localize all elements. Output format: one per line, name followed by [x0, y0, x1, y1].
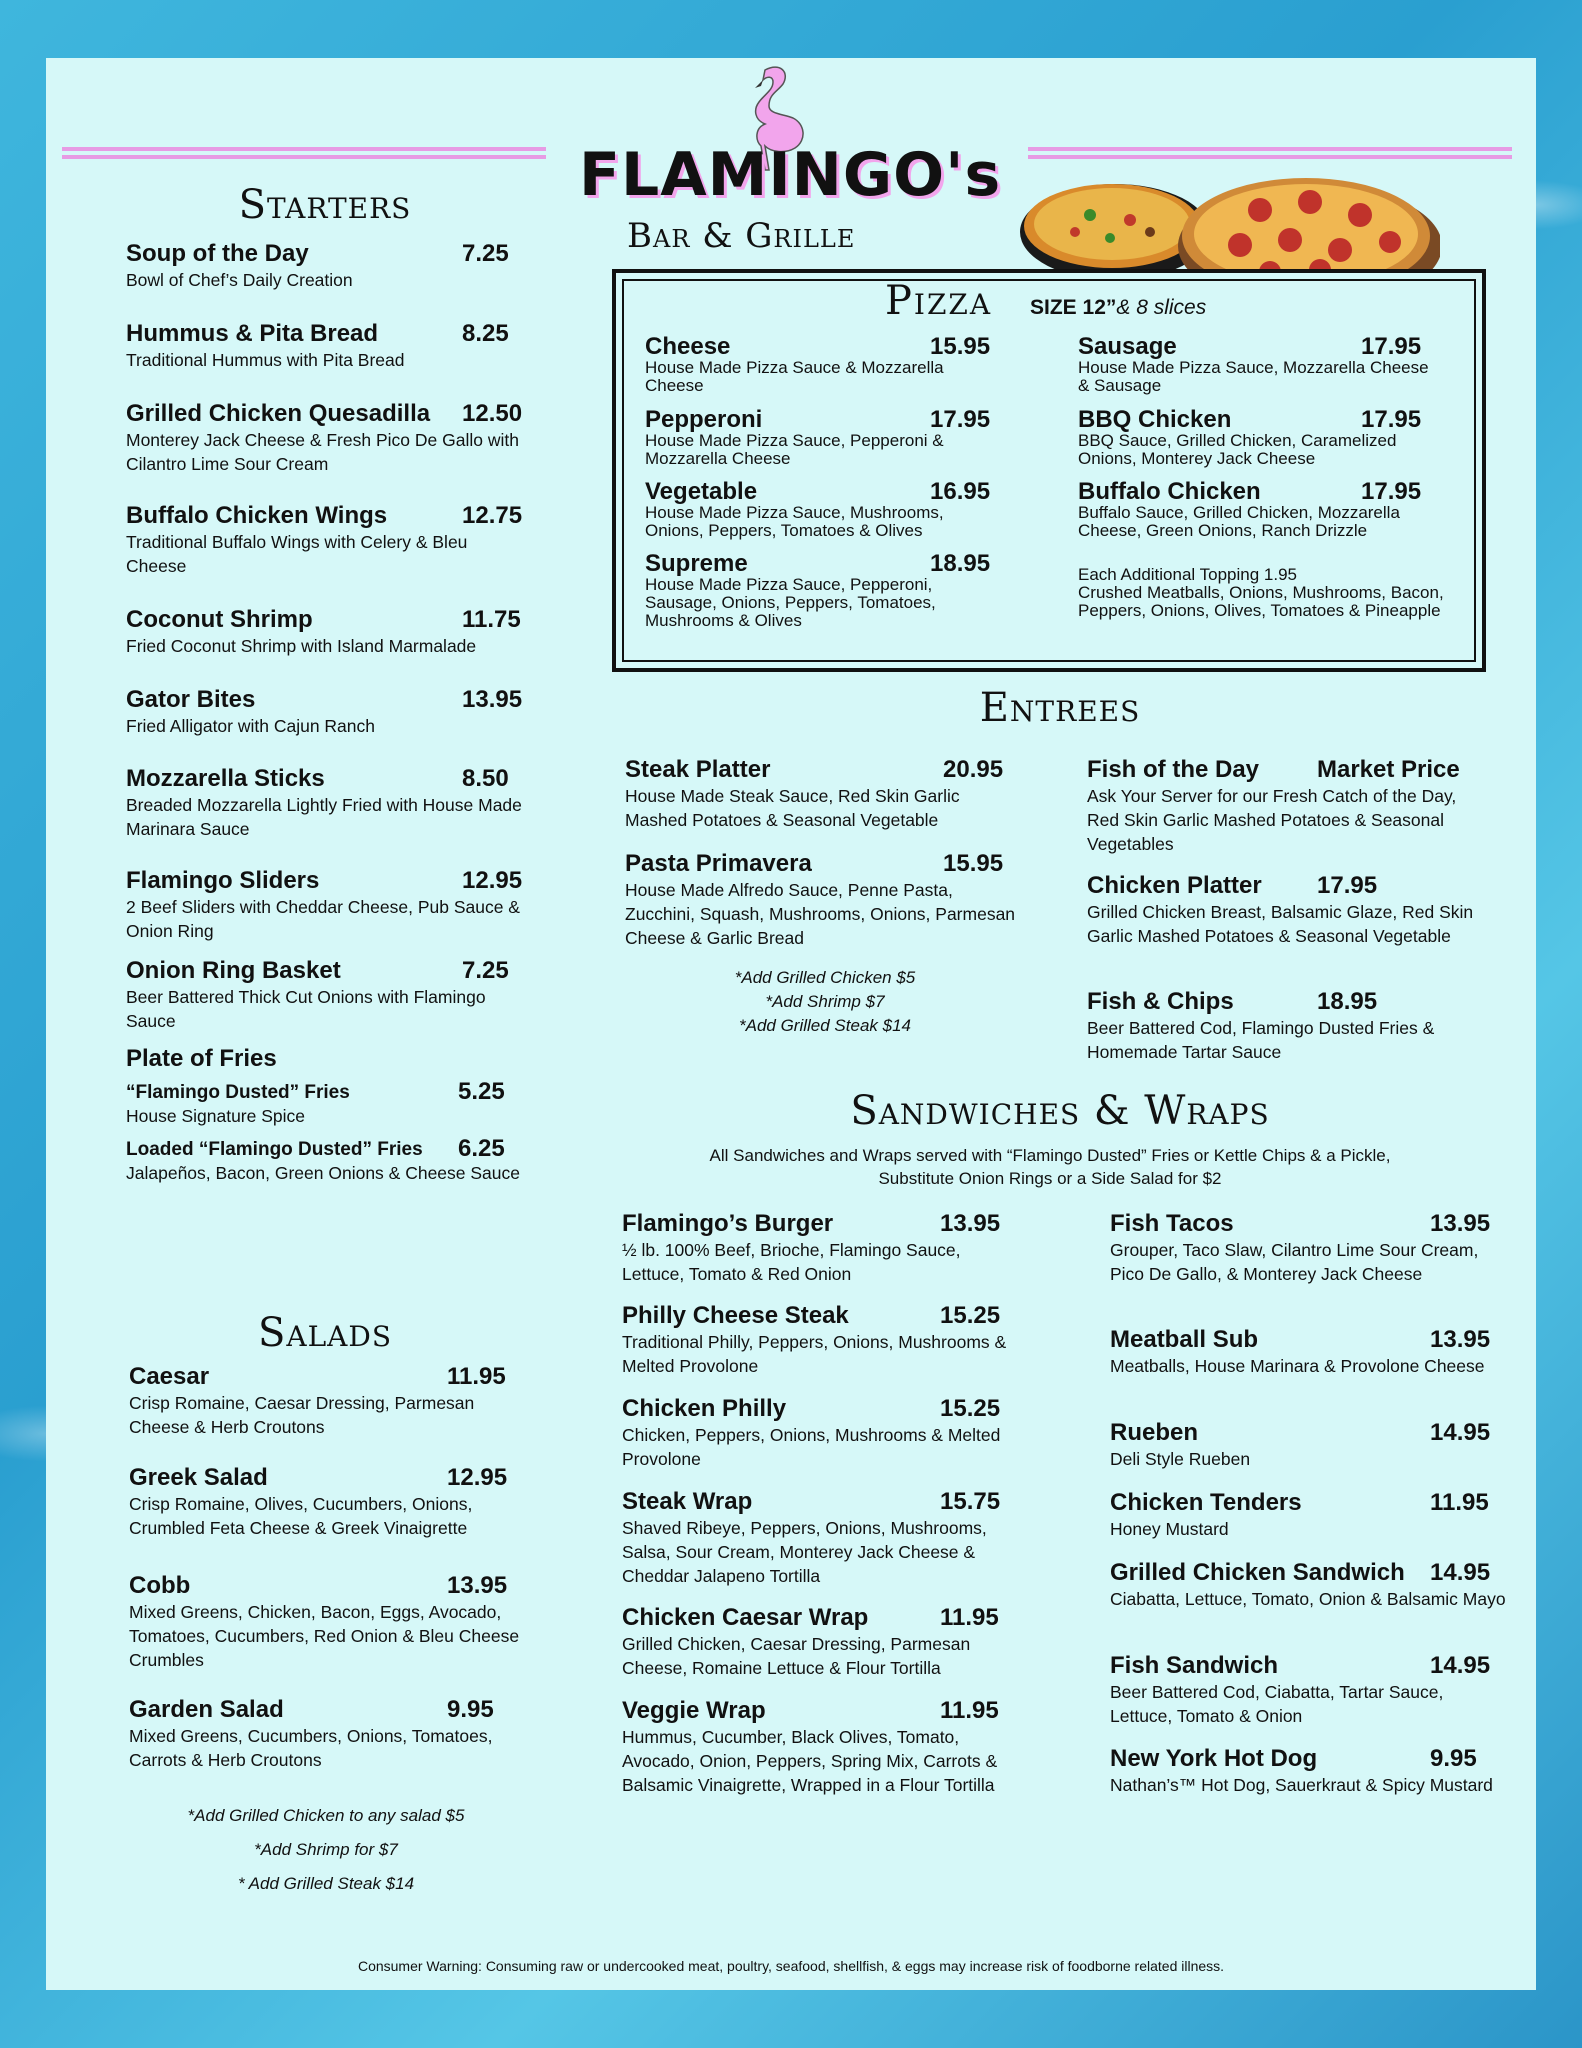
item-price: 13.95: [462, 686, 523, 713]
item-price: 12.95: [447, 1464, 508, 1491]
item-price: 14.95: [1430, 1419, 1491, 1446]
item-name: Grilled Chicken Sandwich: [1110, 1559, 1405, 1586]
menu-item: [126, 1135, 526, 1185]
item-name: BBQ Chicken: [1078, 406, 1232, 433]
item-price: Market Price: [1317, 756, 1460, 783]
item-description: Mixed Greens, Cucumbers, Onions, Tomatoes, Carrots & Herb Croutons: [129, 1726, 493, 1770]
item-name: Rueben: [1110, 1419, 1199, 1446]
menu-item: [126, 320, 526, 372]
item-price: 11.95: [940, 1697, 999, 1724]
sandwiches-title: Sandwiches & Wraps: [850, 1088, 1270, 1134]
menu-item: [622, 1395, 1022, 1471]
item-name: Fish Sandwich: [1110, 1652, 1279, 1679]
item-name: Fish Tacos: [1110, 1210, 1234, 1237]
item-price: 9.95: [1430, 1745, 1477, 1772]
item-price: 11.95: [447, 1363, 506, 1390]
item-description: Honey Mustard: [1110, 1519, 1229, 1539]
item-description: Grilled Chicken, Caesar Dressing, Parmesan Cheese, Romaine Lettuce & Flour Tortilla: [622, 1634, 971, 1678]
item-description: Chicken, Peppers, Onions, Mushrooms & Melted Provolone: [622, 1425, 1001, 1469]
menu-item: [1087, 756, 1487, 856]
item-price: 15.95: [943, 850, 1004, 877]
item-name: Steak Wrap: [622, 1488, 753, 1515]
menu-item: [126, 240, 526, 292]
addon-note: *Add Shrimp for $7: [254, 1840, 398, 1859]
menu-item: [1110, 1489, 1510, 1541]
pizza-title: Pizza: [885, 278, 993, 324]
item-description: Nathan’s™ Hot Dog, Sauerkraut & Spicy Mustard: [1110, 1775, 1493, 1795]
item-price: 17.95: [930, 406, 991, 433]
item-description: Hummus, Cucumber, Black Olives, Tomato, Avocado, Onion, Peppers, Spring Mix, Carrots & Balsamic Vinaigrette, Wrapped in a Flour Tortilla: [622, 1727, 998, 1795]
logo-subtitle: Bar & Grille: [627, 216, 856, 256]
menu-item: [625, 850, 1025, 950]
item-description: Monterey Jack Cheese & Fresh Pico De Gallo with Cilantro Lime Sour Cream: [126, 430, 519, 474]
fries-heading: [126, 1045, 277, 1073]
menu-item: [129, 1363, 529, 1439]
item-description: Deli Style Rueben: [1110, 1449, 1251, 1469]
item-name: Veggie Wrap: [622, 1697, 766, 1724]
item-name: Flamingo’s Burger: [622, 1210, 834, 1237]
item-name: Chicken Caesar Wrap: [622, 1604, 869, 1631]
entrees-title: Entrees: [979, 685, 1141, 731]
item-name: Buffalo Chicken Wings: [126, 502, 388, 529]
item-name: “Flamingo Dusted” Fries: [126, 1082, 350, 1103]
item-name: Loaded “Flamingo Dusted” Fries: [126, 1139, 423, 1160]
pizza-topping-note: [1078, 566, 1458, 620]
item-description: Ciabatta, Lettuce, Tomato, Onion & Balsamic Mayo: [1110, 1589, 1506, 1609]
item-description: Jalapeños, Bacon, Green Onions & Cheese Sauce: [126, 1163, 520, 1183]
item-price: 13.95: [1430, 1210, 1491, 1237]
item-name: Vegetable: [645, 478, 758, 505]
menu-item: [645, 406, 991, 468]
pizza-slices: & 8 slices: [1116, 296, 1207, 319]
item-description: Grouper, Taco Slaw, Cilantro Lime Sour Cream, Pico De Gallo, & Monterey Jack Cheese: [1110, 1240, 1479, 1284]
item-name: Caesar: [129, 1363, 210, 1390]
item-description: Ask Your Server for our Fresh Catch of the Day, Red Skin Garlic Mashed Potatoes & Seasonal Vegetables: [1087, 786, 1457, 854]
item-name: Chicken Philly: [622, 1395, 787, 1422]
starters-title: Starters: [238, 182, 412, 228]
item-name: Buffalo Chicken: [1078, 478, 1261, 505]
menu-item: [126, 957, 526, 1033]
menu-item: [622, 1604, 1022, 1680]
item-description: House Made Pizza Sauce, Pepperoni & Mozzarella Cheese: [645, 431, 944, 468]
item-description: Traditional Philly, Peppers, Onions, Mushrooms & Melted Provolone: [622, 1332, 1007, 1376]
menu-item: [129, 1464, 529, 1540]
item-name: Soup of the Day: [126, 240, 309, 267]
addon-note: *Add Grilled Chicken to any salad $5: [187, 1806, 465, 1825]
menu-item: [1078, 335, 1438, 395]
item-price: 11.95: [1430, 1489, 1489, 1516]
item-price: 8.50: [462, 765, 509, 792]
item-price: 17.95: [1317, 872, 1378, 899]
item-price: 18.95: [930, 550, 991, 577]
item-name: Fish of the Day: [1087, 756, 1260, 783]
item-description: Grilled Chicken Breast, Balsamic Glaze, Red Skin Garlic Mashed Potatoes & Seasonal Vegetable: [1087, 902, 1474, 946]
menu-item: [129, 1572, 529, 1672]
addon-note: *Add Grilled Steak $14: [739, 1016, 911, 1035]
consumer-warning: Consumer Warning: Consuming raw or undercooked meat, poultry, seafood, shellfish, & eggs may increase risk of foodborne related illness.: [357, 1958, 1225, 1974]
item-description: BBQ Sauce, Grilled Chicken, Caramelized Onions, Monterey Jack Cheese: [1078, 431, 1397, 468]
menu-item: [645, 550, 991, 630]
menu-item: [126, 606, 526, 658]
item-name: Mozzarella Sticks: [126, 765, 325, 792]
item-description: Meatballs, House Marinara & Provolone Cheese: [1110, 1356, 1485, 1376]
menu-item: [622, 1488, 1022, 1588]
salads-title: Salads: [257, 1310, 393, 1356]
topping-list: Crushed Meatballs, Onions, Mushrooms, Bacon, Peppers, Onions, Olives, Tomatoes & Pineapple: [1078, 583, 1444, 620]
menu-item: [1110, 1745, 1510, 1797]
menu-item: [126, 1078, 526, 1128]
menu-item: [645, 478, 991, 540]
item-price: 6.25: [458, 1135, 505, 1162]
pizza-size: SIZE 12”: [1030, 296, 1117, 319]
item-name: Coconut Shrimp: [126, 606, 313, 633]
item-price: 12.95: [462, 867, 523, 894]
item-description: Crisp Romaine, Olives, Cucumbers, Onions, Crumbled Feta Cheese & Greek Vinaigrette: [129, 1494, 473, 1538]
menu-item: [622, 1210, 1022, 1286]
item-price: 17.95: [1361, 478, 1422, 505]
item-price: 13.95: [940, 1210, 1001, 1237]
item-name: New York Hot Dog: [1110, 1745, 1318, 1772]
item-description: Crisp Romaine, Caesar Dressing, Parmesan Cheese & Herb Croutons: [129, 1393, 475, 1437]
item-price: 11.95: [940, 1604, 999, 1631]
item-description: House Made Pizza Sauce & Mozzarella Cheese: [645, 358, 944, 395]
item-name: Pasta Primavera: [625, 850, 812, 877]
pink-divider-left: [62, 147, 546, 159]
item-name: Garden Salad: [129, 1696, 284, 1723]
menu-item: [1078, 408, 1438, 468]
addon-note: *Add Grilled Chicken $5: [734, 968, 916, 987]
menu-item: [129, 1696, 529, 1772]
item-description: House Made Pizza Sauce, Mozzarella Cheese & Sausage: [1078, 358, 1429, 395]
item-description: Fried Coconut Shrimp with Island Marmalade: [126, 636, 477, 656]
item-price: 15.95: [930, 333, 991, 360]
item-name: Cheese: [645, 333, 731, 360]
item-description: Buffalo Sauce, Grilled Chicken, Mozzarella Cheese, Green Onions, Ranch Drizzle: [1078, 503, 1400, 540]
item-price: 17.95: [1361, 333, 1422, 360]
item-description: Breaded Mozzarella Lightly Fried with House Made Marinara Sauce: [126, 795, 522, 839]
item-name: Greek Salad: [129, 1464, 268, 1491]
item-description: 2 Beef Sliders with Cheddar Cheese, Pub Sauce & Onion Ring: [126, 897, 520, 941]
item-description: Fried Alligator with Cajun Ranch: [126, 716, 376, 736]
item-description: Shaved Ribeye, Peppers, Onions, Mushrooms, Salsa, Sour Cream, Monterey Jack Cheese & Cheddar Jalapeno Tortilla: [622, 1518, 987, 1586]
menu-item: [1078, 480, 1438, 540]
item-price: 12.75: [462, 502, 523, 529]
item-name: Chicken Tenders: [1110, 1489, 1302, 1516]
menu-item: [126, 867, 526, 943]
menu-item: [1087, 872, 1487, 948]
menu-item: [1110, 1559, 1510, 1611]
item-name: Steak Platter: [625, 756, 771, 783]
menu-item: [1110, 1210, 1510, 1286]
item-name: Gator Bites: [126, 686, 256, 713]
addon-note: *Add Shrimp $7: [765, 992, 885, 1011]
item-description: House Made Alfredo Sauce, Penne Pasta, Zucchini, Squash, Mushrooms, Onions, Parmesan Cheese & Garlic Bread: [625, 880, 1016, 948]
item-name: Fish & Chips: [1087, 988, 1234, 1015]
item-price: 16.95: [930, 478, 991, 505]
item-price: 20.95: [943, 756, 1004, 783]
menu-item: [622, 1302, 1022, 1378]
item-name: Cobb: [129, 1572, 191, 1599]
fries-title: Plate of Fries: [126, 1045, 277, 1072]
logo: [575, 62, 1015, 262]
item-price: 14.95: [1430, 1652, 1491, 1679]
item-price: 13.95: [1430, 1326, 1491, 1353]
item-price: 15.25: [940, 1302, 1001, 1329]
item-name: Pepperoni: [645, 406, 763, 433]
menu-item: [1110, 1652, 1510, 1728]
item-description: ½ lb. 100% Beef, Brioche, Flamingo Sauce, Lettuce, Tomato & Red Onion: [622, 1240, 961, 1284]
item-description: Bowl of Chef’s Daily Creation: [126, 270, 353, 290]
item-name: Onion Ring Basket: [126, 957, 341, 984]
menu-item: [1110, 1419, 1510, 1471]
sandwiches-note-2: Substitute Onion Rings or a Side Salad for $2: [878, 1169, 1222, 1188]
item-price: 7.25: [462, 957, 509, 984]
item-name: Hummus & Pita Bread: [126, 320, 379, 347]
item-description: Beer Battered Cod, Flamingo Dusted Fries & Homemade Tartar Sauce: [1087, 1018, 1435, 1062]
item-description: House Made Pizza Sauce, Mushrooms, Onions, Peppers, Tomatoes & Olives: [645, 503, 944, 540]
item-price: 15.75: [940, 1488, 1001, 1515]
item-price: 15.25: [940, 1395, 1001, 1422]
item-price: 12.50: [462, 400, 523, 427]
item-name: Meatball Sub: [1110, 1326, 1259, 1353]
menu-item: [126, 686, 526, 738]
menu-item: [1110, 1326, 1510, 1378]
menu-item: [625, 756, 1025, 832]
item-price: 8.25: [462, 320, 509, 347]
item-description: House Made Pizza Sauce, Pepperoni, Sausage, Onions, Peppers, Tomatoes, Mushrooms & Olives: [645, 575, 936, 630]
item-name: Sausage: [1078, 333, 1177, 360]
pizza-size-label: [1030, 296, 1206, 320]
pink-divider-right: [1028, 147, 1512, 159]
topping-note-price: Each Additional Topping 1.95: [1078, 565, 1297, 584]
item-price: 14.95: [1430, 1559, 1491, 1586]
item-price: 13.95: [447, 1572, 508, 1599]
menu-item: [622, 1697, 1022, 1797]
item-price: 7.25: [462, 240, 509, 267]
item-description: Beer Battered Cod, Ciabatta, Tartar Sauce, Lettuce, Tomato & Onion: [1110, 1682, 1444, 1726]
item-price: 18.95: [1317, 988, 1378, 1015]
menu-item: [126, 400, 526, 476]
item-name: Supreme: [645, 550, 748, 577]
item-description: House Signature Spice: [126, 1106, 305, 1126]
item-price: 5.25: [458, 1078, 505, 1105]
item-description: Beer Battered Thick Cut Onions with Flamingo Sauce: [126, 987, 486, 1031]
item-description: Traditional Buffalo Wings with Celery & Bleu Cheese: [126, 532, 468, 576]
item-description: Mixed Greens, Chicken, Bacon, Eggs, Avocado, Tomatoes, Cucumbers, Red Onion & Bleu Cheese Crumbles: [129, 1602, 520, 1670]
item-description: Traditional Hummus with Pita Bread: [126, 350, 405, 370]
menu-item: [126, 765, 526, 841]
menu-item: [1087, 988, 1487, 1064]
item-price: 9.95: [447, 1696, 494, 1723]
item-name: Chicken Platter: [1087, 872, 1262, 899]
item-name: Grilled Chicken Quesadilla: [126, 400, 431, 427]
addon-note: * Add Grilled Steak $14: [237, 1874, 415, 1893]
item-description: House Made Steak Sauce, Red Skin Garlic Mashed Potatoes & Seasonal Vegetable: [625, 786, 960, 830]
item-name: Philly Cheese Steak: [622, 1302, 849, 1329]
sandwiches-note-1: All Sandwiches and Wraps served with “Flamingo Dusted” Fries or Kettle Chips & a Pickle,: [709, 1146, 1391, 1165]
item-name: Flamingo Sliders: [126, 867, 320, 894]
item-price: 17.95: [1361, 406, 1422, 433]
menu-item: [645, 333, 991, 395]
menu-item: [126, 502, 526, 578]
logo-brand-name: FLAMINGO's: [579, 140, 1002, 210]
item-price: 11.75: [462, 606, 521, 633]
